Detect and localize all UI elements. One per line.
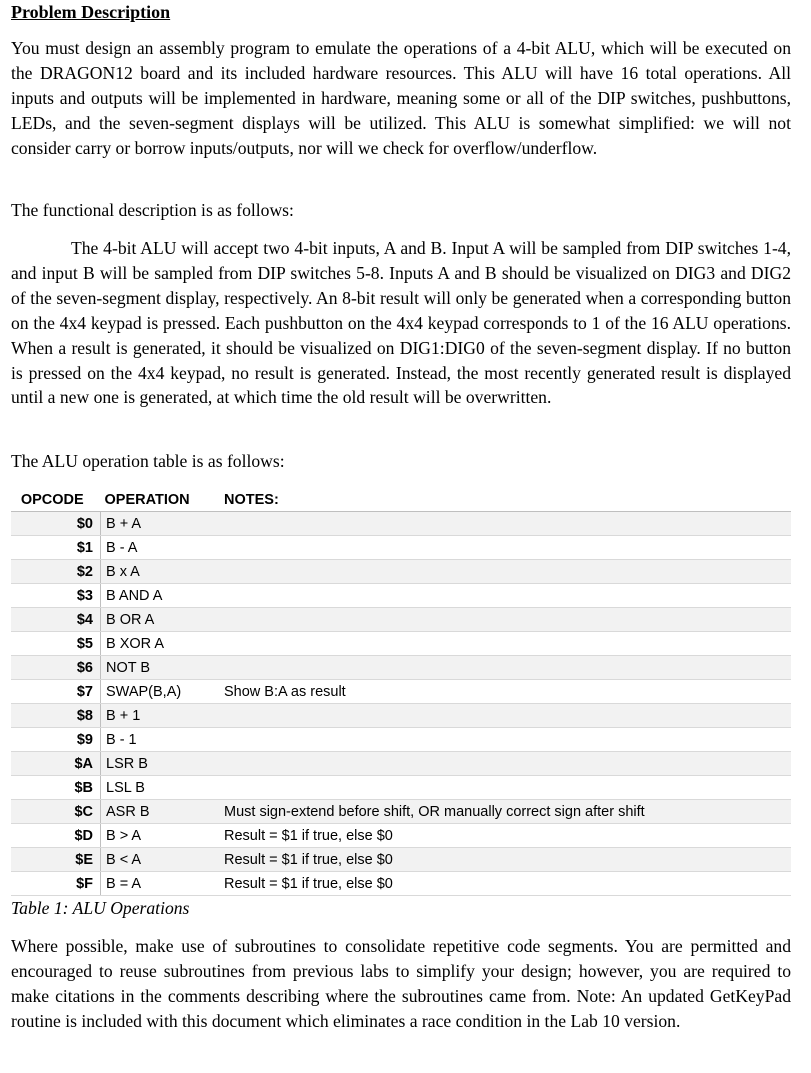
- table-row: [11, 872, 791, 896]
- operation-cell: B - A: [101, 536, 225, 560]
- table-row: [11, 752, 791, 776]
- notes-cell: [224, 776, 791, 800]
- notes-cell: [224, 584, 791, 608]
- table-caption: Table 1: ALU Operations: [11, 898, 190, 918]
- notes-cell: [224, 704, 791, 728]
- functional-lead-paragraph: The functional description is as follows:: [11, 200, 294, 220]
- table-row: [11, 584, 791, 608]
- opcode-cell: $5: [11, 632, 101, 656]
- operation-cell: ASR B: [101, 800, 225, 824]
- operation-cell: B OR A: [101, 608, 225, 632]
- opcode-cell: $9: [11, 728, 101, 752]
- opcode-cell: $C: [11, 800, 101, 824]
- notes-cell: [224, 536, 791, 560]
- opcode-cell: $0: [11, 512, 101, 536]
- operation-cell: NOT B: [101, 656, 225, 680]
- opcode-cell: $7: [11, 680, 101, 704]
- intro-paragraph: You must design an assembly program to emulate the operations of a 4-bit ALU, which will be executed on the DRAGON12 board and its included hardware resources. This ALU will have 16 total operations. All inputs and outputs will be implemented in hardware, meaning some or all of the DIP switches, pushbuttons, LEDs, and the seven-segment displays will be utilized. This ALU is somewhat simplified: we will not consider carry or borrow inputs/outputs, nor will we check for overflow/underflow.: [11, 38, 791, 158]
- table-row: [11, 632, 791, 656]
- table-body: [11, 512, 791, 896]
- opcode-cell: $6: [11, 656, 101, 680]
- table-row: [11, 848, 791, 872]
- table-row: [11, 536, 791, 560]
- notes-cell: [224, 560, 791, 584]
- opcode-cell: $4: [11, 608, 101, 632]
- operation-cell: B AND A: [101, 584, 225, 608]
- table-row: [11, 560, 791, 584]
- opcode-cell: $2: [11, 560, 101, 584]
- operation-cell: B x A: [101, 560, 225, 584]
- notes-cell: [224, 608, 791, 632]
- table-row: [11, 824, 791, 848]
- notes-cell: [224, 752, 791, 776]
- opcode-cell: $A: [11, 752, 101, 776]
- notes-cell: Result = $1 if true, else $0: [224, 824, 791, 848]
- section-heading: Problem Description: [11, 2, 171, 22]
- notes-cell: Result = $1 if true, else $0: [224, 848, 791, 872]
- operation-cell: B > A: [101, 824, 225, 848]
- notes-cell: Result = $1 if true, else $0: [224, 872, 791, 896]
- opcode-cell: $E: [11, 848, 101, 872]
- notes-cell: [224, 512, 791, 536]
- subroutine-paragraph: Where possible, make use of subroutines to consolidate repetitive code segments. You are permitted and encouraged to reuse subroutines from previous labs to simplify your design; however, you are required to make citations in the comments describing where the subroutines came from. Note: An updated GetKeyPad routine is included with this document which eliminates a race condition in the Lab 10 version.: [11, 936, 791, 1031]
- opcode-header: OPCODE: [11, 488, 101, 512]
- table-row: [11, 608, 791, 632]
- notes-cell: Must sign-extend before shift, OR manually correct sign after shift: [224, 800, 791, 824]
- operation-cell: B < A: [101, 848, 225, 872]
- notes-cell: [224, 632, 791, 656]
- notes-header: NOTES:: [224, 488, 791, 512]
- operation-cell: B + A: [101, 512, 225, 536]
- notes-cell: [224, 728, 791, 752]
- operation-cell: LSL B: [101, 776, 225, 800]
- opcode-cell: $8: [11, 704, 101, 728]
- operation-cell: B XOR A: [101, 632, 225, 656]
- opcode-cell: $D: [11, 824, 101, 848]
- opcode-cell: $F: [11, 872, 101, 896]
- notes-cell: Show B:A as result: [224, 680, 791, 704]
- table-row: [11, 512, 791, 536]
- operation-cell: B - 1: [101, 728, 225, 752]
- operation-cell: B + 1: [101, 704, 225, 728]
- notes-cell: [224, 656, 791, 680]
- operation-cell: SWAP(B,A): [101, 680, 225, 704]
- table-row: [11, 800, 791, 824]
- table-lead-paragraph: The ALU operation table is as follows:: [11, 451, 285, 471]
- functional-description-paragraph: The 4-bit ALU will accept two 4-bit inputs, A and B. Input A will be sampled from DIP switches 1-4, and input B will be sampled from DIP switches 5-8. Inputs A and B should be visualized on DIG3 and DIG2 of the seven-segment display, respectively. An 8-bit result will only be generated when a corresponding button on the 4x4 keypad is pressed. Each pushbutton on the 4x4 keypad corresponds to 1 of the 16 ALU operations. When a result is generated, it should be visualized on DIG1:DIG0 of the seven-segment display. If no button is pressed on the 4x4 keypad, no result is generated. Instead, the most recently generated result is displayed until a new one is generated, at which time the old result will be overwritten.: [11, 238, 791, 408]
- operation-cell: LSR B: [101, 752, 225, 776]
- alu-operation-table: [11, 488, 791, 896]
- table-row: [11, 656, 791, 680]
- table-row: [11, 680, 791, 704]
- opcode-cell: $B: [11, 776, 101, 800]
- table-header-row: [11, 488, 791, 512]
- opcode-cell: $1: [11, 536, 101, 560]
- operation-header: OPERATION: [101, 488, 225, 512]
- table-row: [11, 704, 791, 728]
- table-row: [11, 728, 791, 752]
- table-row: [11, 776, 791, 800]
- opcode-cell: $3: [11, 584, 101, 608]
- operation-cell: B = A: [101, 872, 225, 896]
